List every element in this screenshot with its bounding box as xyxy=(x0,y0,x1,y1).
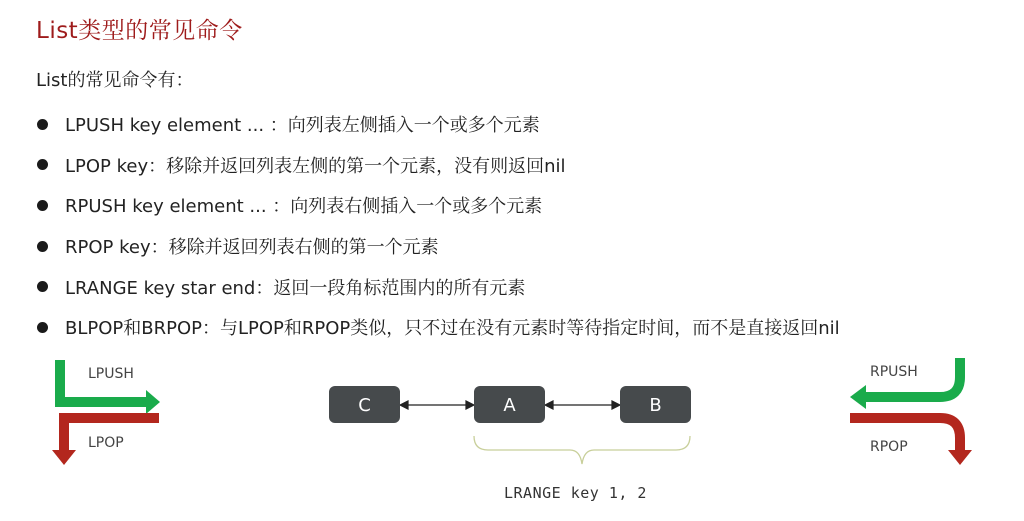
list-node-a xyxy=(474,386,545,423)
double-arrow-icon xyxy=(545,401,620,409)
list-node-b xyxy=(620,386,691,423)
command-text: LRANGE key star end：返回一段角标范围内的所有元素 xyxy=(65,277,526,299)
lpop-label: LPOP xyxy=(88,435,124,451)
lrange-example-label: LRANGE key 1, 2 xyxy=(504,484,647,502)
node-label: A xyxy=(503,395,516,416)
double-arrow-icon xyxy=(400,401,474,409)
command-text: LPOP key：移除并返回列表左侧的第一个元素，没有则返回nil xyxy=(65,155,566,177)
node-label: C xyxy=(358,395,371,416)
rpush-label: RPUSH xyxy=(870,364,918,380)
intro-text: List的常见命令有： xyxy=(36,70,194,91)
command-text: RPOP key：移除并返回列表右侧的第一个元素 xyxy=(65,237,439,259)
lpush-label: LPUSH xyxy=(88,366,134,382)
page-title: List类型的常见命令 xyxy=(36,18,243,44)
command-text: LPUSH key element ... ：向列表左侧插入一个或多个元素 xyxy=(65,115,540,137)
node-label: B xyxy=(649,395,662,416)
rpop-label: RPOP xyxy=(870,439,908,455)
rpop-arrow-icon xyxy=(850,418,972,465)
command-text: BLPOP和BRPOP：与LPOP和RPOP类似，只不过在没有元素时等待指定时间，而不是直接返回nil xyxy=(65,318,840,340)
range-brace-icon xyxy=(474,436,690,464)
command-text: RPUSH key element ... ：向列表右侧插入一个或多个元素 xyxy=(65,196,543,218)
list-node-c xyxy=(329,386,400,423)
